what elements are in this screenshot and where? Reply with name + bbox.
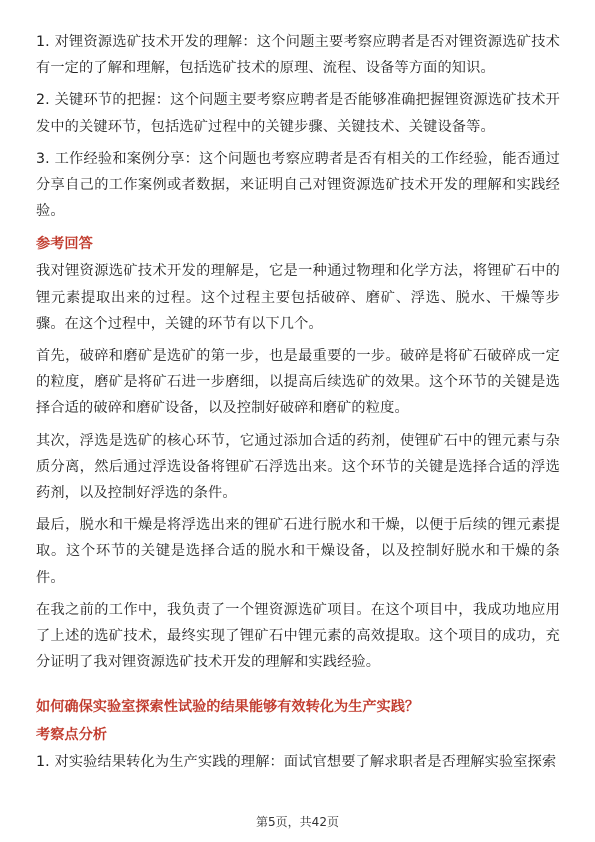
- question-title: 如何确保实验室探索性试验的结果能够有效转化为生产实践？: [36, 699, 420, 716]
- analysis-heading: 考察点分析: [36, 727, 107, 744]
- analysis-point-1: 1. 对锂资源选矿技术开发的理解：这个问题主要考察应聘者是否对锂资源选矿技术有一定的了解和理解，包括选矿技术的原理、流程、设备等方面的知识。: [36, 34, 560, 77]
- answer-paragraph-1: 我对锂资源选矿技术开发的理解是，它是一种通过物理和化学方法，将锂矿石中的锂元素提取出来的过程。这个过程主要包括破碎、磨矿、浮选、脱水、干燥等步骤。在这个过程中，关键的环节有以下几个。: [36, 263, 560, 332]
- answer-paragraph-5: 在我之前的工作中，我负责了一个锂资源选矿项目。在这个项目中，我成功地应用了上述的选矿技术，最终实现了锂矿石中锂元素的高效提取。这个项目的成功，充分证明了我对锂资源选矿技术开发的理解和实践经验。: [36, 601, 560, 671]
- page-number: 第5页，共42页: [256, 815, 339, 829]
- analysis-point-2: 2. 关键环节的把握：这个问题主要考察应聘者是否能够准确把握锂资源选矿技术开发中的关键环节，包括选矿过程中的关键步骤、关键技术、关键设备等。: [36, 92, 560, 135]
- reference-answer-heading: 参考回答: [36, 236, 93, 253]
- answer-paragraph-3: 其次，浮选是选矿的核心环节，它通过添加合适的药剂，使锂矿石中的锂元素与杂质分离，然后通过浮选设备将锂矿石浮选出来。这个环节的关键是选择合适的浮选药剂，以及控制好浮选的条件。: [36, 432, 560, 502]
- analysis-point-3: 3. 工作经验和案例分享：这个问题也考察应聘者是否有相关的工作经验，能否通过分享自己的工作案例或者数据，来证明自己对锂资源选矿技术开发的理解和实践经验。: [36, 150, 560, 220]
- next-analysis-point-1: 1. 对实验结果转化为生产实践的理解：面试官想要了解求职者是否理解实验室探索: [36, 754, 557, 771]
- page-content: [36, 29, 560, 782]
- answer-paragraph-4: 最后，脱水和干燥是将浮选出来的锂矿石进行脱水和干燥，以便于后续的锂元素提取。这个环节的关键是选择合适的脱水和干燥设备，以及控制好脱水和干燥的条件。: [36, 517, 560, 586]
- answer-paragraph-2: 首先，破碎和磨矿是选矿的第一步，也是最重要的一步。破碎是将矿石破碎成一定的粒度，磨矿是将矿石进一步磨细，以提高后续选矿的效果。这个环节的关键是选择合适的破碎和磨矿设备，以及控制好破碎和磨矿的粒度。: [36, 348, 560, 417]
